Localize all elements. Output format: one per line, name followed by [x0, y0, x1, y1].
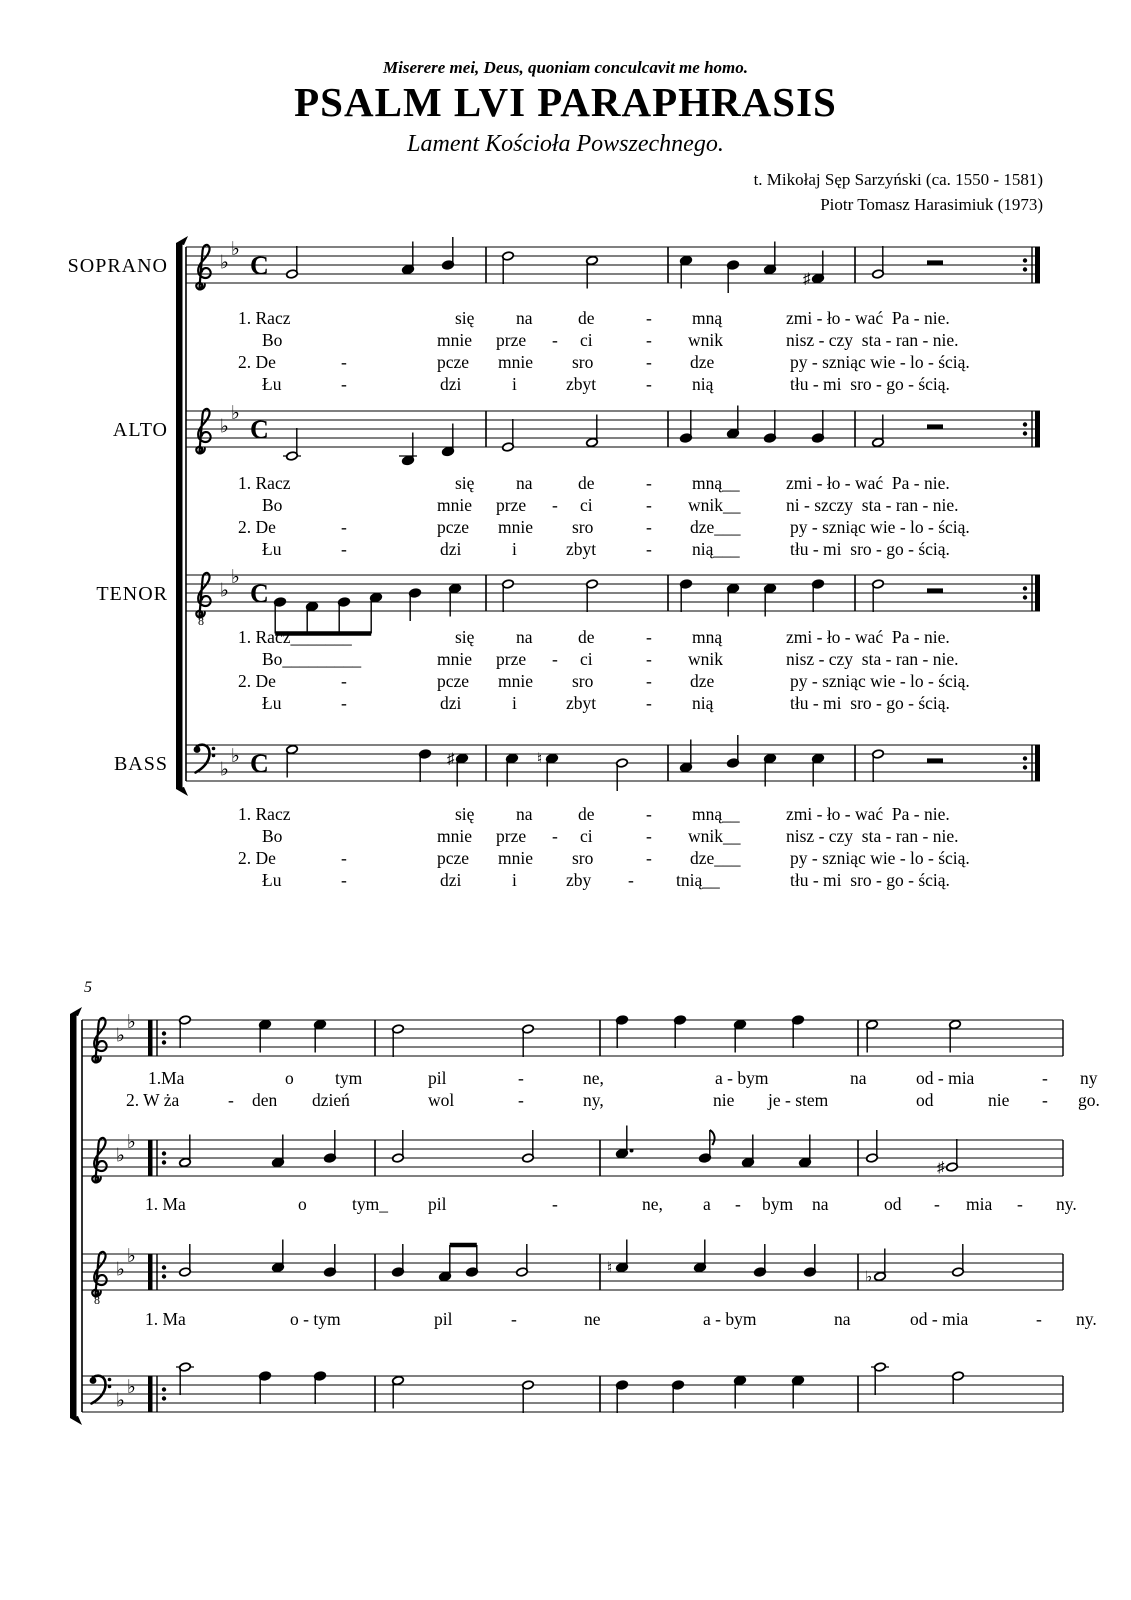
lyric-syllable: mnie [437, 495, 472, 515]
lyric-syllable: zmi - ło - wać Pa - nie. [786, 627, 950, 647]
svg-text:♭: ♭ [127, 1132, 136, 1153]
lyric-syllable: ni - szczy sta - ran - nie. [786, 495, 959, 515]
lyric-syllable: - [552, 826, 558, 846]
lyric-syllable: prze [496, 495, 527, 515]
lyric-syllable: je - stem [768, 1090, 829, 1110]
lyric-syllable: - [341, 870, 347, 890]
lyric-syllable: nią [692, 693, 714, 713]
lyric-syllable: - [552, 649, 558, 669]
svg-text:♯: ♯ [447, 751, 455, 768]
lyric-syllable: dzi [440, 693, 462, 713]
composer-credit: Piotr Tomasz Harasimiuk (1973) [820, 194, 1043, 214]
lyric-syllable: mnie [498, 517, 533, 537]
lyric-syllable: pil [434, 1309, 453, 1329]
lyric-syllable: 1. Racz_______ [238, 627, 352, 647]
svg-text:♭: ♭ [220, 759, 229, 781]
lyric-syllable: tłu - mi sro - go - ścią. [790, 870, 950, 890]
lyric-syllable: od [884, 1194, 902, 1214]
svg-text:C: C [250, 749, 269, 778]
svg-text:♭: ♭ [231, 403, 240, 424]
lyric-syllable: pcze [437, 671, 470, 691]
lyric-syllable: i [512, 870, 517, 890]
lyric-syllable: na [812, 1194, 829, 1214]
lyric-syllable: - [646, 539, 652, 559]
lyric-syllable: się [455, 804, 475, 824]
lyric-syllable: i [512, 374, 517, 394]
lyric-syllable: nie [988, 1090, 1010, 1110]
bass-clef-icon [194, 745, 216, 773]
lyric-syllable: sro [572, 352, 594, 372]
lyric-syllable: tłu - mi sro - go - ścią. [790, 693, 950, 713]
lyric-syllable: się [455, 308, 475, 328]
svg-text:♭: ♭ [220, 580, 229, 602]
lyric-syllable: na [834, 1309, 851, 1329]
lyric-syllable: tłu - mi sro - go - ścią. [790, 374, 950, 394]
lyric-syllable: - [341, 374, 347, 394]
lyric-syllable: prze [496, 330, 527, 350]
lyric-syllable: - [341, 671, 347, 691]
lyric-syllable: o [298, 1194, 307, 1214]
lyric-syllable: zbyt [566, 693, 597, 713]
lyric-syllable: pil [428, 1068, 447, 1088]
svg-text:♭: ♭ [220, 252, 229, 274]
lyric-syllable: bym [762, 1194, 794, 1214]
svg-text:♭: ♭ [231, 746, 240, 767]
lyric-syllable: 1.Ma [148, 1068, 185, 1088]
lyric-syllable: dzień [312, 1090, 350, 1110]
svg-text:♮: ♮ [607, 1260, 613, 1277]
lyric-syllable: nie [713, 1090, 735, 1110]
voice-label: BASS [113, 753, 168, 775]
lyric-syllable: wnik__ [688, 495, 741, 515]
lyric-syllable: dze___ [690, 517, 741, 537]
lyric-syllable: pil [428, 1194, 447, 1214]
lyric-syllable: - [646, 330, 652, 350]
lyric-syllable: o - tym [290, 1309, 341, 1329]
lyric-syllable: - [934, 1194, 940, 1214]
lyric-syllable: 1. Ma [145, 1194, 186, 1214]
lyric-syllable: sro [572, 848, 594, 868]
svg-text:♭: ♭ [127, 1012, 136, 1033]
lyric-syllable: - [341, 539, 347, 559]
svg-text:♭: ♭ [116, 1145, 125, 1167]
lyric-syllable: Łu [262, 870, 282, 890]
lyric-syllable: sro [572, 671, 594, 691]
lyric-syllable: - [628, 870, 634, 890]
lyric-syllable: Łu [262, 539, 282, 559]
svg-text:♯: ♯ [803, 271, 811, 288]
lyric-syllable: mia [966, 1194, 993, 1214]
lyric-syllable: - [518, 1068, 524, 1088]
lyric-syllable: od - mia [910, 1309, 969, 1329]
lyric-syllable: 2. De [238, 352, 276, 372]
lyric-syllable: Bo [262, 495, 283, 515]
lyric-syllable: nisz - czy sta - ran - nie. [786, 649, 959, 669]
lyric-syllable: mnie [498, 671, 533, 691]
lyric-syllable: ne, [642, 1194, 663, 1214]
lyric-syllable: py - szniąc wie - lo - ścią. [790, 671, 970, 691]
lyric-syllable: de [578, 473, 595, 493]
lyric-syllable: mnie [437, 649, 472, 669]
lyric-syllable: ne [584, 1309, 601, 1329]
lyric-syllable: py - szniąc wie - lo - ścią. [790, 517, 970, 537]
lyric-syllable: - [341, 517, 347, 537]
lyric-syllable: - [1017, 1194, 1023, 1214]
lyric-syllable: - [646, 352, 652, 372]
lyric-syllable: ci [580, 826, 593, 846]
lyric-syllable: prze [496, 649, 527, 669]
lyric-syllable: tym [335, 1068, 363, 1088]
lyric-syllable: na [850, 1068, 867, 1088]
lyric-syllable: pcze [437, 517, 470, 537]
lyric-syllable: ci [580, 495, 593, 515]
lyric-syllable: Łu [262, 374, 282, 394]
half-rest [927, 260, 943, 265]
lyric-syllable: mnie [498, 352, 533, 372]
lyric-syllable: 1. Racz [238, 804, 291, 824]
lyric-syllable: zmi - ło - wać Pa - nie. [786, 473, 950, 493]
bass-clef-icon [90, 1376, 112, 1404]
svg-text:♭: ♭ [116, 1025, 125, 1047]
lyric-syllable: dze [690, 352, 715, 372]
lyric-syllable: prze [496, 826, 527, 846]
lyric-syllable: mną [692, 308, 723, 328]
lyric-syllable: - [646, 826, 652, 846]
voice-label: ALTO [112, 419, 168, 441]
svg-text:♮: ♮ [537, 751, 543, 768]
lyric-syllable: 2. De [238, 671, 276, 691]
lyric-syllable: wnik [688, 330, 723, 350]
lyric-syllable: tnią__ [676, 870, 720, 890]
lyric-syllable: - [552, 495, 558, 515]
lyric-syllable: de [578, 804, 595, 824]
lyric-syllable: 1. Racz [238, 308, 291, 328]
lyric-syllable: 2. De [238, 517, 276, 537]
lyric-syllable: zby [566, 870, 592, 890]
lyric-syllable: dzi [440, 539, 462, 559]
lyric-syllable: - [341, 693, 347, 713]
lyric-syllable: nią___ [692, 539, 740, 559]
subtitle-text: Lament Kościoła Powszechnego. [407, 131, 724, 158]
lyric-syllable: - [646, 308, 652, 328]
svg-text:C: C [250, 415, 269, 444]
lyric-syllable: o [285, 1068, 294, 1088]
lyric-syllable: go. [1078, 1090, 1100, 1110]
lyric-syllable: Bo [262, 330, 283, 350]
lyric-syllable: py - szniąc wie - lo - ścią. [790, 848, 970, 868]
lyric-syllable: - [228, 1090, 234, 1110]
lyric-syllable: na [516, 804, 533, 824]
lyric-syllable: Bo [262, 826, 283, 846]
page-title: PSALM LVI PARAPHRASIS [294, 79, 837, 125]
lyric-syllable: - [646, 649, 652, 669]
lyric-syllable: ci [580, 649, 593, 669]
lyric-syllable: - [552, 1194, 558, 1214]
lyric-syllable: 2. De [238, 848, 276, 868]
lyric-syllable: ny, [583, 1090, 604, 1110]
lyric-syllable: - [511, 1309, 517, 1329]
system-bracket [176, 243, 183, 789]
lyric-syllable: na [516, 627, 533, 647]
svg-text:♭: ♭ [865, 1269, 873, 1286]
svg-text:♭: ♭ [127, 1246, 136, 1267]
lyric-syllable: a [703, 1194, 711, 1214]
lyric-syllable: od - mia [916, 1068, 975, 1088]
lyric-syllable: zmi - ło - wać Pa - nie. [786, 308, 950, 328]
lyric-syllable: od [916, 1090, 934, 1110]
lyric-syllable: - [735, 1194, 741, 1214]
lyric-syllable: ci [580, 330, 593, 350]
lyric-syllable: i [512, 693, 517, 713]
lyric-syllable: - [646, 848, 652, 868]
lyric-syllable: wnik__ [688, 826, 741, 846]
lyric-syllable: mną__ [692, 804, 740, 824]
voice-label: SOPRANO [67, 255, 168, 277]
svg-text:♭: ♭ [127, 1377, 136, 1398]
svg-text:8: 8 [198, 614, 204, 628]
lyric-syllable: mną [692, 627, 723, 647]
lyric-syllable: wnik [688, 649, 723, 669]
half-rest [927, 588, 943, 593]
lyric-syllable: - [518, 1090, 524, 1110]
svg-text:8: 8 [94, 1293, 100, 1307]
lyric-syllable: ny. [1056, 1194, 1077, 1214]
system-bracket [70, 1014, 77, 1418]
svg-text:♭: ♭ [116, 1259, 125, 1281]
lyric-syllable: - [341, 848, 347, 868]
lyric-syllable: dzi [440, 870, 462, 890]
lyric-syllable: nisz - czy sta - ran - nie. [786, 826, 959, 846]
lyric-syllable: - [646, 473, 652, 493]
lyric-syllable: się [455, 473, 475, 493]
lyric-syllable: - [1036, 1309, 1042, 1329]
lyric-syllable: nią [692, 374, 714, 394]
lyric-syllable: - [646, 804, 652, 824]
lyric-syllable: den [252, 1090, 278, 1110]
svg-text:♭: ♭ [116, 1390, 125, 1412]
lyric-syllable: - [1042, 1090, 1048, 1110]
measure-number: 5 [84, 979, 92, 996]
lyric-syllable: ny. [1076, 1309, 1097, 1329]
lyric-syllable: 2. W ża [126, 1090, 180, 1110]
text-author-credit: t. Mikołaj Sęp Sarzyński (ca. 1550 - 1581) [753, 170, 1043, 189]
lyric-syllable: a - bym [703, 1309, 757, 1329]
half-rest [927, 758, 943, 763]
lyric-syllable: - [646, 693, 652, 713]
lyric-syllable: mną__ [692, 473, 740, 493]
lyric-syllable: wol [428, 1090, 455, 1110]
lyric-syllable: dze [690, 671, 715, 691]
voice-label: TENOR [96, 583, 168, 605]
svg-text:♭: ♭ [220, 416, 229, 438]
lyric-syllable: mnie [437, 826, 472, 846]
lyric-syllable: tym_ [352, 1194, 388, 1214]
lyric-syllable: zmi - ło - wać Pa - nie. [786, 804, 950, 824]
lyric-syllable: się [455, 627, 475, 647]
svg-text:♭: ♭ [231, 567, 240, 588]
lyric-syllable: i [512, 539, 517, 559]
lyric-syllable: - [646, 517, 652, 537]
lyric-syllable: zbyt [566, 539, 597, 559]
lyric-syllable: sro [572, 517, 594, 537]
lyric-syllable: na [516, 308, 533, 328]
lyric-syllable: - [552, 330, 558, 350]
lyric-syllable: mnie [498, 848, 533, 868]
lyric-syllable: 1. Racz [238, 473, 291, 493]
lyric-syllable: - [646, 495, 652, 515]
lyric-syllable: nisz - czy sta - ran - nie. [786, 330, 959, 350]
lyric-syllable: py - szniąc wie - lo - ścią. [790, 352, 970, 372]
lyric-syllable: Bo_________ [262, 649, 362, 669]
lyric-syllable: pcze [437, 848, 470, 868]
lyric-syllable: Łu [262, 693, 282, 713]
lyric-syllable: 1. Ma [145, 1309, 186, 1329]
lyric-syllable: mnie [437, 330, 472, 350]
svg-text:♯: ♯ [937, 1160, 945, 1176]
lyric-syllable: - [341, 352, 347, 372]
lyric-syllable: dzi [440, 374, 462, 394]
dedication-text: Miserere mei, Deus, quoniam conculcavit me homo. [382, 58, 749, 77]
lyric-syllable: - [646, 627, 652, 647]
half-rest [927, 424, 943, 429]
lyric-syllable: ne, [583, 1068, 604, 1088]
lyric-syllable: dze___ [690, 848, 741, 868]
lyric-syllable: de [578, 627, 595, 647]
svg-text:C: C [250, 251, 269, 280]
svg-text:♭: ♭ [231, 239, 240, 260]
lyric-syllable: tłu - mi sro - go - ścią. [790, 539, 950, 559]
lyric-syllable: a - bym [715, 1068, 769, 1088]
lyric-syllable: pcze [437, 352, 470, 372]
lyric-syllable: - [1042, 1068, 1048, 1088]
lyric-syllable: ny [1080, 1068, 1098, 1088]
lyric-syllable: - [646, 374, 652, 394]
svg-text:C: C [250, 579, 269, 608]
lyric-syllable: na [516, 473, 533, 493]
lyric-syllable: zbyt [566, 374, 597, 394]
lyric-syllable: - [646, 671, 652, 691]
lyric-syllable: de [578, 308, 595, 328]
